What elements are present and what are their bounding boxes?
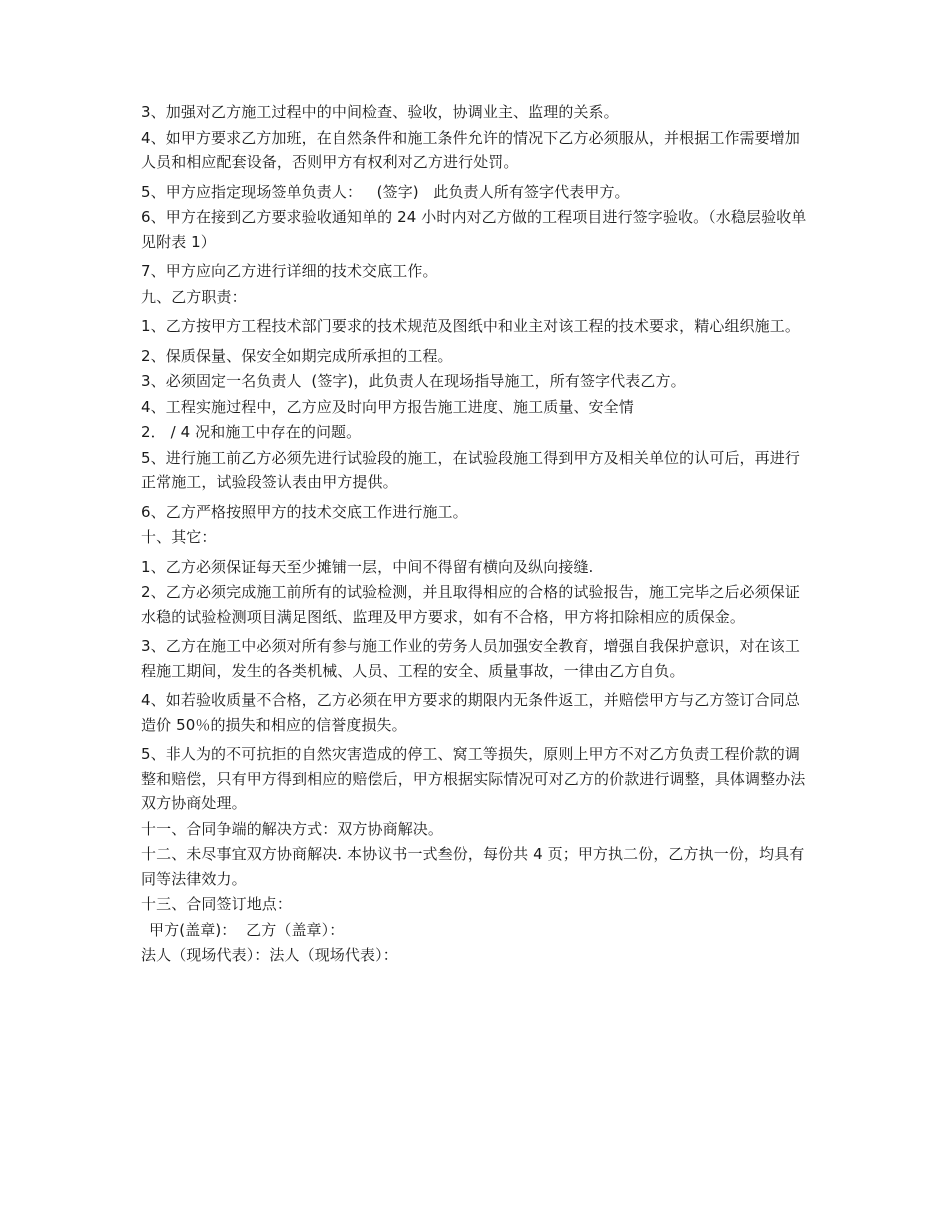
clause-yi-5: 5、进行施工前乙方必须先进行试验段的施工，在试验段施工得到甲方及相关单位的认可后，再进行正常施工，试验段签认表由甲方提供。 bbox=[141, 448, 800, 491]
document-body bbox=[141, 100, 813, 969]
legal-representative-line: 法人（现场代表）：法人（现场代表）： bbox=[141, 946, 398, 964]
clause-jia-3: 3、加强对乙方施工过程中的中间检查、验收，协调业主、监理的关系。 bbox=[141, 103, 619, 121]
clause-jia-4: 4、如甲方要求乙方加班，在自然条件和施工条件允许的情况下乙方必须服从，并根据工作需要增加人员和相应配套设备，否则甲方有权利对乙方进行处罚。 bbox=[141, 128, 800, 171]
clause-other-1: 1、乙方必须保证每天至少摊铺一层，中间不得留有横向及纵向接缝. bbox=[141, 557, 594, 576]
section-signing-place: 十三、合同签订地点： bbox=[141, 895, 293, 913]
section-heading-yi-duties: 九、乙方职责： bbox=[141, 287, 247, 306]
section-dispute-resolution: 十一、合同争端的解决方式：双方协商解决。 bbox=[141, 819, 444, 838]
section-unresolved-matters: 十二、未尽事宜双方协商解决. 本协议书一式叁份，每份共 4 页；甲方执二份，乙方执一份，均具有同等法律效力。 bbox=[141, 845, 805, 888]
clause-yi-3: 3、必须固定一名负责人 (签字)，此负责人在现场指导施工，所有签字代表乙方。 bbox=[141, 372, 686, 390]
clause-other-5: 5、非人为的不可抗拒的自然灾害造成的停工、窝工等损失，原则上甲方不对乙方负责工程价款的调整和赔偿，只有甲方得到相应的赔偿后，甲方根据实际情况可对乙方的价款进行调整，具体调整办法双方协商处理。 bbox=[141, 745, 806, 812]
clause-other-2: 2、乙方必须完成施工前所有的试验检测，并且取得相应的合格的试验报告，施工完毕之后必须保证水稳的试验检测项目满足图纸、监理及甲方要求，如有不合格，甲方将扣除相应的质保金。 bbox=[141, 583, 800, 626]
section-heading-other: 十、其它： bbox=[141, 528, 217, 546]
clause-jia-7: 7、甲方应向乙方进行详细的技术交底工作。 bbox=[141, 262, 438, 280]
clause-yi-6: 6、乙方严格按照甲方的技术交底工作进行施工。 bbox=[141, 502, 468, 521]
clause-jia-5: 5、甲方应指定现场签单负责人： (签字) 此负责人所有签字代表甲方。 bbox=[141, 182, 630, 201]
clause-other-3: 3、乙方在施工中必须对所有参与施工作业的劳务人员加强安全教育，增强自我保护意识，对在该工程施工期间，发生的各类机械、人员、工程的安全、质量事故，一律由乙方自负。 bbox=[141, 637, 800, 680]
seal-line: 甲方(盖章)： 乙方（盖章）： bbox=[149, 920, 345, 939]
clause-yi-2: 2、保质保量、保安全如期完成所承担的工程。 bbox=[141, 346, 453, 365]
clause-yi-1: 1、乙方按甲方工程技术部门要求的技术规范及图纸中和业主对该工程的技术要求，精心组织施工。 bbox=[141, 317, 800, 335]
clause-other-4: 4、如若验收质量不合格，乙方必须在甲方要求的期限内无条件返工，并赔偿甲方与乙方签订合同总造价 50％的损失和相应的信誉度损失。 bbox=[141, 691, 800, 734]
page-marker-line: 2． / 4 况和施工中存在的问题。 bbox=[141, 423, 362, 441]
clause-yi-4: 4、工程实施过程中，乙方应及时向甲方报告施工进度、施工质量、安全情 bbox=[141, 397, 634, 416]
clause-jia-6: 6、甲方在接到乙方要求验收通知单的 24 小时内对乙方做的工程项目进行签字验收。（水稳层验收单见附表 1） bbox=[141, 208, 807, 251]
